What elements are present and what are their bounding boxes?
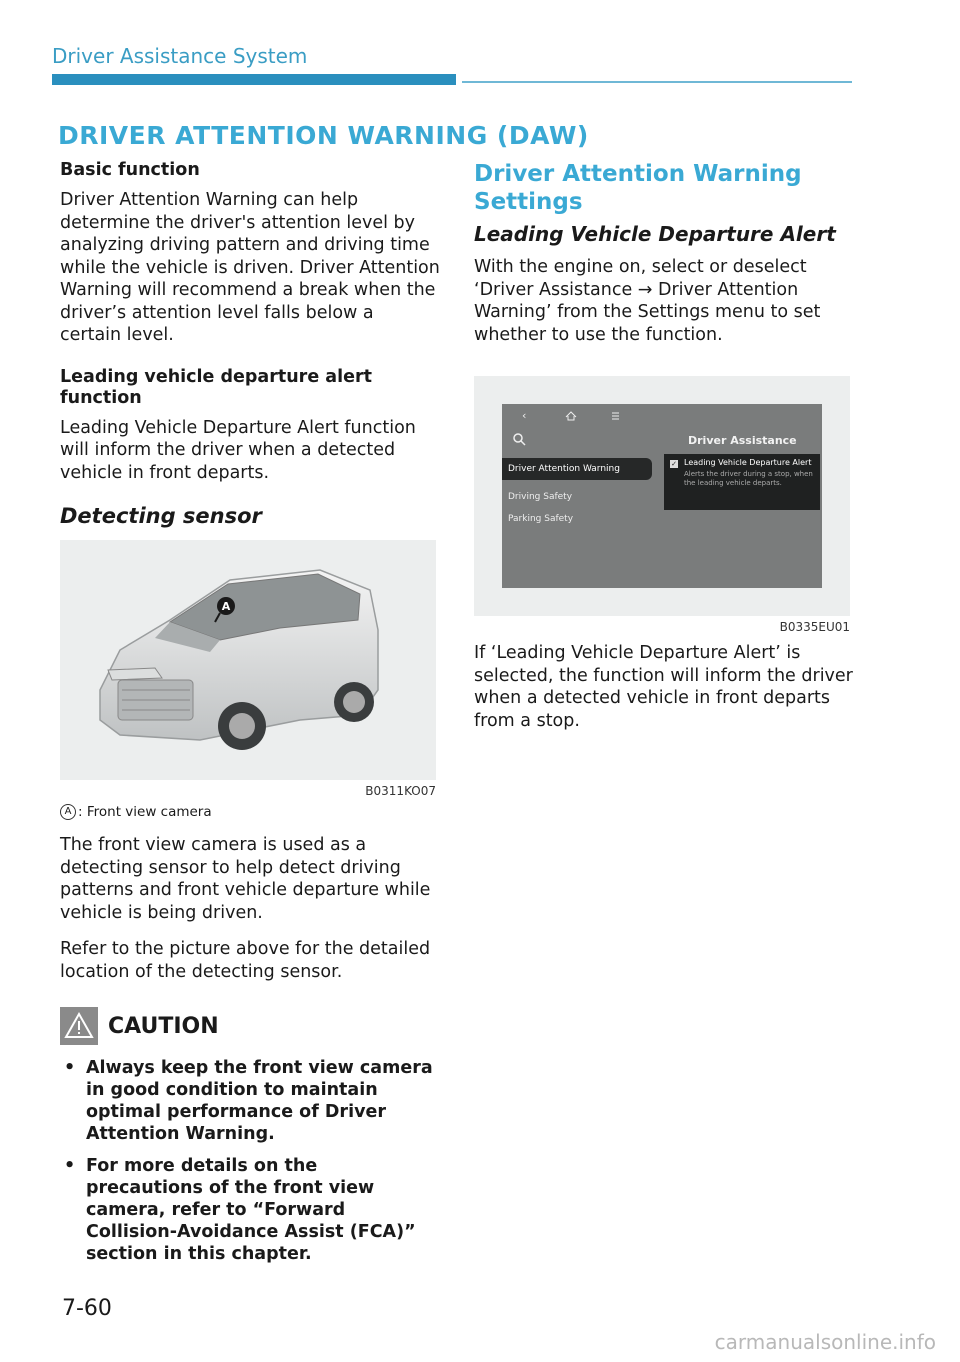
checkbox-checked-icon[interactable]: ✓ [671, 460, 677, 468]
figure-callout [60, 804, 440, 820]
sensor-text-1: The front view camera is used as a detecting sensor to help detect driving patterns and front vehicle departure while vehicle is being driven. [60, 835, 431, 923]
option-description: Alerts the driver during a stop, when the leading vehicle departs. [684, 470, 813, 487]
caution-label: CAUTION [108, 1013, 219, 1039]
lvda-function-text: Leading Vehicle Departure Alert function will inform the driver when a detected vehicle in front departs. [60, 417, 416, 483]
settings-figure [474, 376, 850, 616]
figure-code: B0311KO07 [365, 784, 436, 798]
warning-triangle-icon [60, 1007, 98, 1045]
basic-function-heading: Basic function [60, 160, 200, 180]
lvda-settings-heading: Leading Vehicle Departure Alert [474, 222, 836, 246]
figure-code-right: B0335EU01 [779, 620, 850, 634]
lvda-settings-text: With the engine on, select or deselect ‘Driver Assistance → Driver Attention Warning’ from the Settings menu to set whether to use the function. [474, 257, 821, 345]
home-icon [566, 412, 576, 420]
back-icon: ‹ [522, 409, 527, 422]
menu-item-driving-safety[interactable]: Driving Safety [508, 492, 573, 502]
running-header: Driver Assistance System [52, 44, 308, 68]
menu-item-parking-safety[interactable]: Parking Safety [508, 514, 574, 524]
suv-illustration [60, 540, 436, 780]
caution-item: • For more details on the precautions of the front view camera, refer to “Forward Collision-Avoidance Assist (FCA)” section in this chapter. [60, 1155, 440, 1265]
header-rule-thick [52, 74, 456, 85]
settings-heading: Driver Attention Warning Settings [474, 161, 802, 215]
caution-list [60, 1057, 440, 1265]
sensor-text-2: Refer to the picture above for the detailed location of the detecting sensor. [60, 939, 431, 982]
settings-screen [502, 404, 822, 588]
screen-title: Driver Assistance [688, 434, 797, 447]
result-text: If ‘Leading Vehicle Departure Alert’ is selected, the function will inform the driver when a detected vehicle in front departs from a stop. [474, 643, 853, 731]
lvda-function-heading: Leading vehicle departure alert function [60, 366, 372, 408]
caution-header [60, 1007, 440, 1045]
menu-item-driver-attention-warning[interactable]: Driver Attention Warning [502, 458, 652, 480]
callout-letter: A [60, 804, 76, 820]
callout-text: : Front view camera [78, 804, 212, 820]
detecting-sensor-heading: Detecting sensor [60, 504, 262, 528]
search-icon [512, 432, 528, 448]
option-title: Leading Vehicle Departure Alert [684, 458, 812, 467]
right-column [474, 160, 854, 732]
basic-function-text: Driver Attention Warning can help determine the driver's attention level by analyzing driving pattern and driving time while the vehicle is driven. Driver Attention Warning will recommend a break when the driver’s attention level falls below a certain level. [60, 190, 440, 345]
caution-item: • Always keep the front view camera in good condition to maintain optimal performance of Driver Attention Warning. [60, 1057, 440, 1145]
page-number: 7-60 [62, 1296, 112, 1321]
option-panel[interactable] [664, 454, 820, 510]
section-title: DRIVER ATTENTION WARNING (DAW) [58, 121, 589, 150]
watermark: carmanualsonline.info [714, 1330, 936, 1354]
header-rule-thin [462, 81, 852, 83]
left-column [60, 160, 440, 1275]
svg-text:A: A [221, 600, 231, 613]
vehicle-figure [60, 540, 436, 780]
screen-topbar [502, 404, 822, 426]
